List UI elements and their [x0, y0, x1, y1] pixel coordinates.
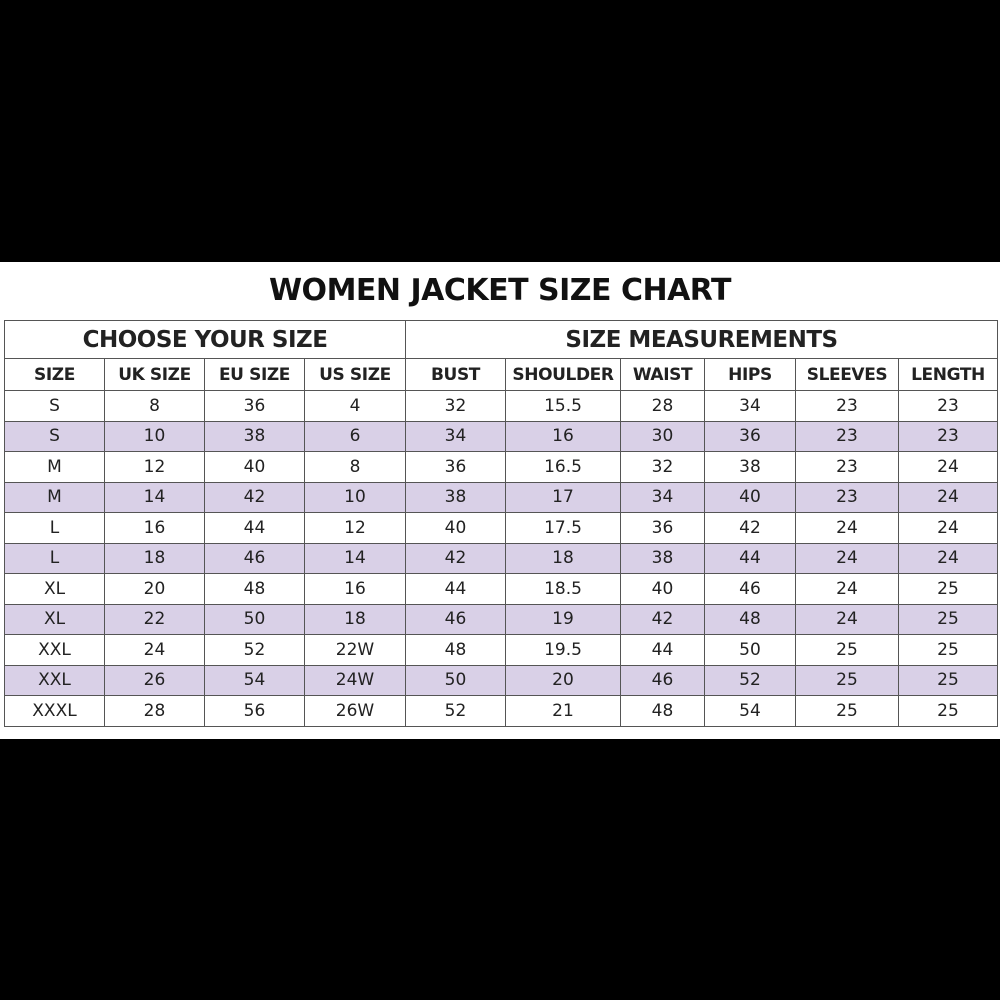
cell-bust: 44	[406, 574, 506, 605]
cell-shoulder: 16	[506, 421, 621, 452]
cell-uk-size: 10	[105, 421, 205, 452]
cell-waist: 34	[621, 482, 705, 513]
cell-us-size: 24W	[305, 665, 406, 696]
cell-bust: 46	[406, 604, 506, 635]
cell-uk-size: 22	[105, 604, 205, 635]
cell-hips: 36	[705, 421, 796, 452]
cell-us-size: 16	[305, 574, 406, 605]
cell-length: 25	[899, 635, 998, 666]
cell-waist: 42	[621, 604, 705, 635]
cell-hips: 48	[705, 604, 796, 635]
cell-shoulder: 17	[506, 482, 621, 513]
cell-uk-size: 26	[105, 665, 205, 696]
cell-size: XXXL	[5, 696, 105, 727]
cell-eu-size: 40	[205, 452, 305, 483]
cell-sleeves: 24	[796, 604, 899, 635]
table-row	[5, 604, 998, 635]
cell-size: L	[5, 513, 105, 544]
cell-shoulder: 18.5	[506, 574, 621, 605]
column-header-eu-size: EU SIZE	[205, 359, 305, 391]
cell-length: 24	[899, 543, 998, 574]
cell-uk-size: 8	[105, 391, 205, 422]
cell-waist: 40	[621, 574, 705, 605]
cell-bust: 32	[406, 391, 506, 422]
column-header-sleeves: SLEEVES	[796, 359, 899, 391]
column-header-waist: WAIST	[621, 359, 705, 391]
cell-length: 24	[899, 452, 998, 483]
cell-eu-size: 52	[205, 635, 305, 666]
cell-hips: 52	[705, 665, 796, 696]
cell-length: 25	[899, 604, 998, 635]
cell-waist: 30	[621, 421, 705, 452]
table-row	[5, 574, 998, 605]
table-row	[5, 391, 998, 422]
column-header-row	[5, 359, 998, 391]
cell-size: XXL	[5, 665, 105, 696]
cell-waist: 44	[621, 635, 705, 666]
cell-length: 25	[899, 696, 998, 727]
column-header-uk-size: UK SIZE	[105, 359, 205, 391]
cell-size: M	[5, 482, 105, 513]
cell-size: XL	[5, 604, 105, 635]
cell-sleeves: 24	[796, 574, 899, 605]
cell-waist: 46	[621, 665, 705, 696]
cell-eu-size: 46	[205, 543, 305, 574]
table-row	[5, 665, 998, 696]
cell-bust: 38	[406, 482, 506, 513]
cell-us-size: 22W	[305, 635, 406, 666]
cell-us-size: 12	[305, 513, 406, 544]
cell-sleeves: 23	[796, 421, 899, 452]
cell-sleeves: 25	[796, 665, 899, 696]
cell-uk-size: 14	[105, 482, 205, 513]
cell-waist: 48	[621, 696, 705, 727]
table-row	[5, 421, 998, 452]
cell-size: XXL	[5, 635, 105, 666]
cell-uk-size: 12	[105, 452, 205, 483]
cell-shoulder: 19.5	[506, 635, 621, 666]
cell-uk-size: 16	[105, 513, 205, 544]
cell-length: 23	[899, 391, 998, 422]
cell-eu-size: 44	[205, 513, 305, 544]
cell-bust: 36	[406, 452, 506, 483]
cell-us-size: 14	[305, 543, 406, 574]
cell-waist: 36	[621, 513, 705, 544]
cell-size: L	[5, 543, 105, 574]
column-header-bust: BUST	[406, 359, 506, 391]
cell-hips: 46	[705, 574, 796, 605]
cell-bust: 42	[406, 543, 506, 574]
cell-hips: 50	[705, 635, 796, 666]
cell-eu-size: 54	[205, 665, 305, 696]
cell-hips: 34	[705, 391, 796, 422]
cell-us-size: 26W	[305, 696, 406, 727]
cell-sleeves: 23	[796, 452, 899, 483]
cell-eu-size: 42	[205, 482, 305, 513]
cell-bust: 48	[406, 635, 506, 666]
table-body	[5, 391, 998, 727]
column-header-length: LENGTH	[899, 359, 998, 391]
cell-shoulder: 18	[506, 543, 621, 574]
cell-sleeves: 23	[796, 391, 899, 422]
size-measurements-header: SIZE MEASUREMENTS	[406, 321, 998, 359]
cell-shoulder: 16.5	[506, 452, 621, 483]
cell-hips: 42	[705, 513, 796, 544]
cell-hips: 40	[705, 482, 796, 513]
cell-us-size: 18	[305, 604, 406, 635]
cell-us-size: 8	[305, 452, 406, 483]
cell-bust: 40	[406, 513, 506, 544]
cell-sleeves: 24	[796, 513, 899, 544]
cell-uk-size: 24	[105, 635, 205, 666]
size-chart-table	[4, 320, 998, 727]
cell-eu-size: 50	[205, 604, 305, 635]
table-row	[5, 513, 998, 544]
cell-length: 24	[899, 513, 998, 544]
table-row	[5, 635, 998, 666]
cell-shoulder: 19	[506, 604, 621, 635]
cell-shoulder: 15.5	[506, 391, 621, 422]
column-header-hips: HIPS	[705, 359, 796, 391]
cell-uk-size: 18	[105, 543, 205, 574]
cell-sleeves: 23	[796, 482, 899, 513]
cell-bust: 50	[406, 665, 506, 696]
cell-shoulder: 20	[506, 665, 621, 696]
choose-size-header: CHOOSE YOUR SIZE	[5, 321, 406, 359]
group-header-row	[5, 321, 998, 359]
cell-hips: 44	[705, 543, 796, 574]
cell-us-size: 10	[305, 482, 406, 513]
cell-size: XL	[5, 574, 105, 605]
cell-size: M	[5, 452, 105, 483]
cell-bust: 34	[406, 421, 506, 452]
cell-us-size: 6	[305, 421, 406, 452]
cell-bust: 52	[406, 696, 506, 727]
cell-sleeves: 25	[796, 635, 899, 666]
chart-title: WOMEN JACKET SIZE CHART	[268, 273, 732, 308]
cell-size: S	[5, 421, 105, 452]
cell-length: 25	[899, 665, 998, 696]
cell-eu-size: 56	[205, 696, 305, 727]
cell-eu-size: 36	[205, 391, 305, 422]
cell-length: 24	[899, 482, 998, 513]
cell-uk-size: 20	[105, 574, 205, 605]
column-header-us-size: US SIZE	[305, 359, 406, 391]
cell-uk-size: 28	[105, 696, 205, 727]
column-header-shoulder: SHOULDER	[506, 359, 621, 391]
cell-shoulder: 17.5	[506, 513, 621, 544]
cell-eu-size: 38	[205, 421, 305, 452]
cell-length: 23	[899, 421, 998, 452]
cell-sleeves: 24	[796, 543, 899, 574]
column-header-size: SIZE	[5, 359, 105, 391]
cell-hips: 38	[705, 452, 796, 483]
cell-size: S	[5, 391, 105, 422]
cell-sleeves: 25	[796, 696, 899, 727]
table-row	[5, 543, 998, 574]
cell-waist: 32	[621, 452, 705, 483]
cell-hips: 54	[705, 696, 796, 727]
cell-shoulder: 21	[506, 696, 621, 727]
cell-eu-size: 48	[205, 574, 305, 605]
cell-waist: 38	[621, 543, 705, 574]
cell-waist: 28	[621, 391, 705, 422]
table-row	[5, 452, 998, 483]
cell-length: 25	[899, 574, 998, 605]
table-row	[5, 482, 998, 513]
cell-us-size: 4	[305, 391, 406, 422]
table-row	[5, 696, 998, 727]
